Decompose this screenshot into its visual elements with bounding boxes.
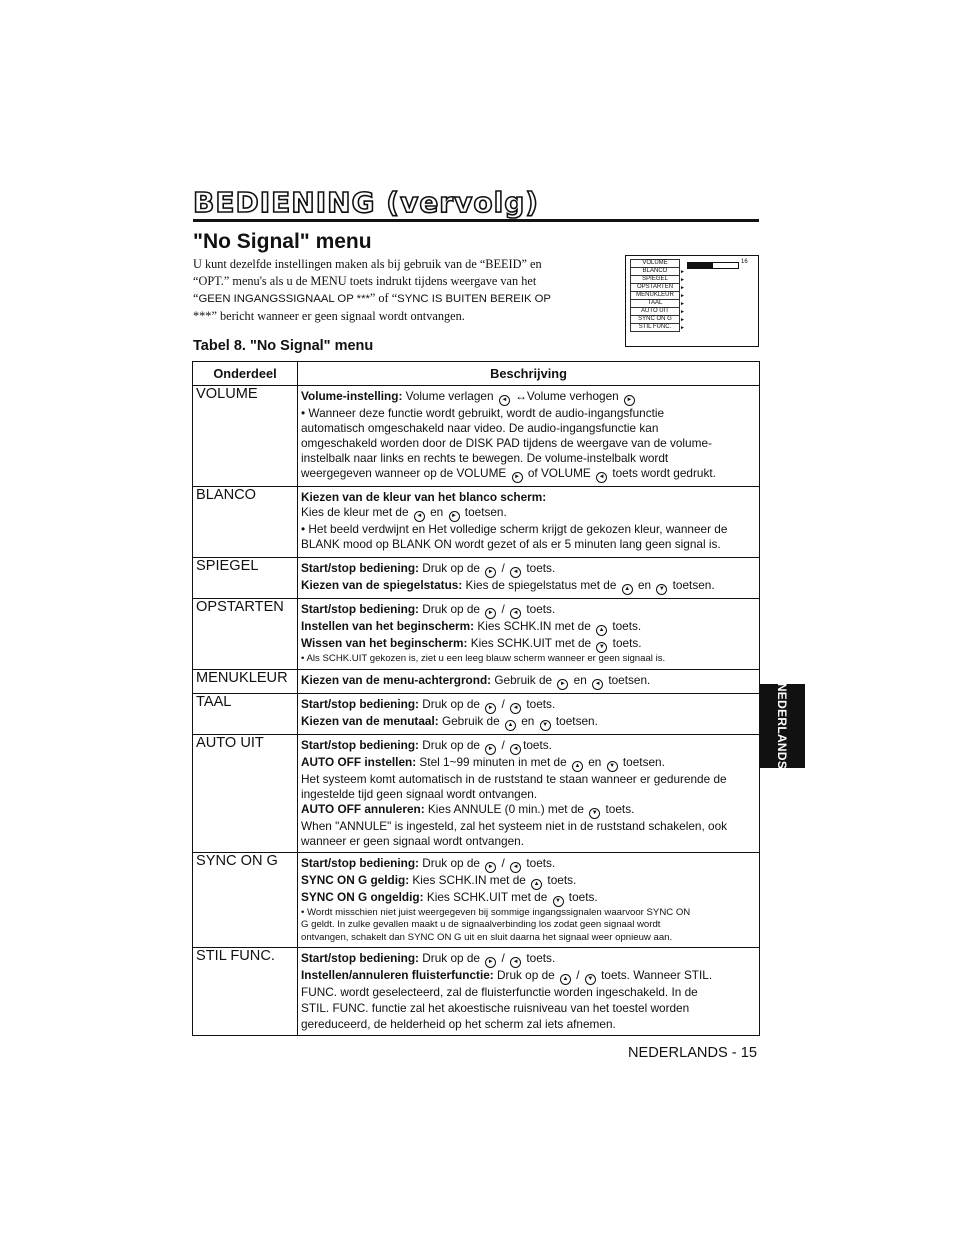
right-button-icon: ► [485, 957, 496, 968]
right-button-icon: ► [512, 472, 523, 483]
row-description: Start/stop bediening: Druk op de ► / ◄ toets. Instellen van het beginscherm: Kies SCHK.IN met de ▲ toets. Wissen van het beginscherm: Kies SCHK.UIT met de ▼ toets. • Als SCHK.UIT gekozen is, ziet u een leeg blauw scherm wanneer er geen signaal is. [298, 599, 760, 670]
osd-item: VOLUME [630, 259, 680, 268]
down-button-icon: ▼ [540, 720, 551, 731]
table-row [193, 599, 760, 670]
right-arrow-icon: ► [680, 325, 685, 331]
page-heading: BEDIENING (vervolg) [193, 186, 540, 219]
right-arrow-icon: ► [680, 317, 685, 323]
osd-item: SYNC ON G ► [630, 315, 680, 324]
up-button-icon: ▲ [572, 761, 583, 772]
osd-menu-illustration [625, 255, 759, 347]
osd-item: SPIEGEL ► [630, 275, 680, 284]
down-button-icon: ▼ [585, 974, 596, 985]
intro-line: “GEEN INGANGSSIGNAAL OP ***” of “SYNC IS BUITEN BEREIK OP [193, 291, 551, 305]
up-button-icon: ▲ [560, 974, 571, 985]
intro-line: “OPT.” menu's als u de MENU toets indrukt tijdens weergave van het [193, 274, 537, 288]
volume-level-fill [688, 263, 713, 268]
right-arrow-icon: ► [680, 277, 685, 283]
down-button-icon: ▼ [553, 896, 564, 907]
row-item-auto-uit: AUTO UIT [193, 734, 298, 852]
row-item-blanco: BLANCO [193, 487, 298, 558]
left-button-icon: ◄ [510, 862, 521, 873]
right-button-icon: ► [485, 703, 496, 714]
osd-item: STIL FUNC. ► [630, 323, 680, 332]
volume-level-bar [687, 262, 739, 269]
down-button-icon: ▼ [656, 584, 667, 595]
table-caption: Tabel 8. "No Signal" menu [193, 338, 374, 354]
row-description: Start/stop bediening: Druk op de ► / ◄ toets. Kiezen van de menutaal: Gebruik de ▲ en ▼ toetsen. [298, 693, 760, 734]
table-row [193, 734, 760, 852]
left-button-icon: ◄ [510, 703, 521, 714]
row-description: Kiezen van de menu-achtergrond: Gebruik de ► en ◄ toetsen. [298, 669, 760, 693]
right-arrow-icon: ► [680, 293, 685, 299]
table-row [193, 386, 760, 487]
volume-value: 16 [741, 259, 748, 265]
table-row [193, 487, 760, 558]
language-side-tab: NEDERLANDS [759, 684, 805, 768]
row-item-spiegel: SPIEGEL [193, 558, 298, 599]
column-header-item: Onderdeel [193, 362, 298, 386]
right-button-icon: ► [557, 679, 568, 690]
section-title: "No Signal" menu [193, 230, 372, 253]
intro-line: ***” bericht wanneer er geen signaal wordt ontvangen. [193, 309, 465, 323]
row-description: Start/stop bediening: Druk op de ► / ◄ toets. Instellen/annuleren fluisterfunctie: Druk op de ▲ / ▼ toets. Wanneer STIL. FUNC. wordt geselecteerd, zal de fluisterfunctie worden ingeschakeld. In de STIL. FUNC. functie zal het akoestische ruisniveau van het toestel worden gereduceerd, de helderheid op het scherm zal iets afnemen. [298, 948, 760, 1036]
up-button-icon: ▲ [505, 720, 516, 731]
down-button-icon: ▼ [596, 642, 607, 653]
row-description: Start/stop bediening: Druk op de ► / ◄ toets. AUTO OFF instellen: Stel 1~99 minuten in met de ▲ en ▼ toetsen. Het systeem komt automatisch in de ruststand te staan wanneer er gedurende de ingestelde tijd geen signaal wordt ontvangen. AUTO OFF annuleren: Kies ANNULE (0 min.) met de ▼ toets. When "ANNULE" is ingesteld, zal het systeem niet in de ruststand schakelen, ook wanneer er geen signaal wordt ontvangen. [298, 734, 760, 852]
intro-line: U kunt dezelfde instellingen maken als bij gebruik van de “BEEID” en [193, 257, 542, 271]
right-arrow-icon: ► [680, 309, 685, 315]
row-description: Kiezen van de kleur van het blanco scherm: Kies de kleur met de ◄ en ► toetsen. • Het beeld verdwijnt en Het volledige scherm krijgt de gekozen kleur, wanneer de BLANK mood op BLANK ON wordt gezet of als er 5 minuten lang geen signal is. [298, 487, 760, 558]
left-button-icon: ◄ [510, 567, 521, 578]
left-button-icon: ◄ [510, 744, 521, 755]
left-button-icon: ◄ [510, 957, 521, 968]
table-row [193, 669, 760, 693]
row-description: Volume-instelling: Volume verlagen ◄ ↔Volume verhogen ► • Wanneer deze functie wordt gebruikt, wordt de audio-ingangsfunctie automatisch omgeschakeld naar video. De audio-ingangsfunctie kan omgeschakeld worden door de DISK PAD tijdens de weergave van de volume- instelbalk naar links en rechts te bewegen. De volume-instelbalk wordt weergegeven wanneer op de VOLUME ► of VOLUME ◄ toets wordt gedrukt. [298, 386, 760, 487]
row-item-menukleur: MENUKLEUR [193, 669, 298, 693]
left-button-icon: ◄ [592, 679, 603, 690]
up-button-icon: ▲ [596, 625, 607, 636]
settings-table [192, 361, 760, 1036]
table-header-row [193, 362, 760, 386]
left-button-icon: ◄ [414, 511, 425, 522]
table-row [193, 852, 760, 948]
page-number: NEDERLANDS - 15 [628, 1045, 757, 1061]
row-item-sync-on-g: SYNC ON G [193, 852, 298, 948]
right-arrow-icon: ► [680, 269, 685, 275]
up-button-icon: ▲ [622, 584, 633, 595]
row-item-opstarten: OPSTARTEN [193, 599, 298, 670]
table-row [193, 558, 760, 599]
table-row [193, 693, 760, 734]
left-button-icon: ◄ [499, 395, 510, 406]
row-description: Start/stop bediening: Druk op de ► / ◄ toets. Kiezen van de spiegelstatus: Kies de spiegelstatus met de ▲ en ▼ toetsen. [298, 558, 760, 599]
intro-paragraph [193, 256, 603, 325]
osd-item: BLANCO ► [630, 267, 680, 276]
left-button-icon: ◄ [510, 608, 521, 619]
osd-item: MENUKLEUR ► [630, 291, 680, 300]
table-row [193, 948, 760, 1036]
right-arrow-icon: ► [680, 301, 685, 307]
down-button-icon: ▼ [607, 761, 618, 772]
left-button-icon: ◄ [596, 472, 607, 483]
right-button-icon: ► [485, 567, 496, 578]
right-button-icon: ► [485, 608, 496, 619]
osd-item: OPSTARTEN ► [630, 283, 680, 292]
row-item-stil-func: STIL FUNC. [193, 948, 298, 1036]
osd-item: TAAL ► [630, 299, 680, 308]
row-item-volume: VOLUME [193, 386, 298, 487]
column-header-description: Beschrijving [298, 362, 760, 386]
right-arrow-icon: ► [680, 285, 685, 291]
row-item-taal: TAAL [193, 693, 298, 734]
down-button-icon: ▼ [589, 808, 600, 819]
row-description: Start/stop bediening: Druk op de ► / ◄ toets. SYNC ON G geldig: Kies SCHK.IN met de ▲ toets. SYNC ON G ongeldig: Kies SCHK.UIT met de ▼ toets. • Wordt misschien niet juist weergegeven bij sommige ingangssignalen waarvoor SYNC ON G geldt. In zulke gevallen maakt u de signaalverbinding los zodat geen signaal wordt ontvangen, schakelt dan SYNC ON G uit en sluit daarna het signaal weer opnieuw aan. [298, 852, 760, 948]
right-button-icon: ► [449, 511, 460, 522]
heading-rule [193, 219, 759, 222]
osd-item: AUTO UIT ► [630, 307, 680, 316]
right-button-icon: ► [485, 744, 496, 755]
right-button-icon: ► [485, 862, 496, 873]
up-button-icon: ▲ [531, 879, 542, 890]
right-button-icon: ► [624, 395, 635, 406]
